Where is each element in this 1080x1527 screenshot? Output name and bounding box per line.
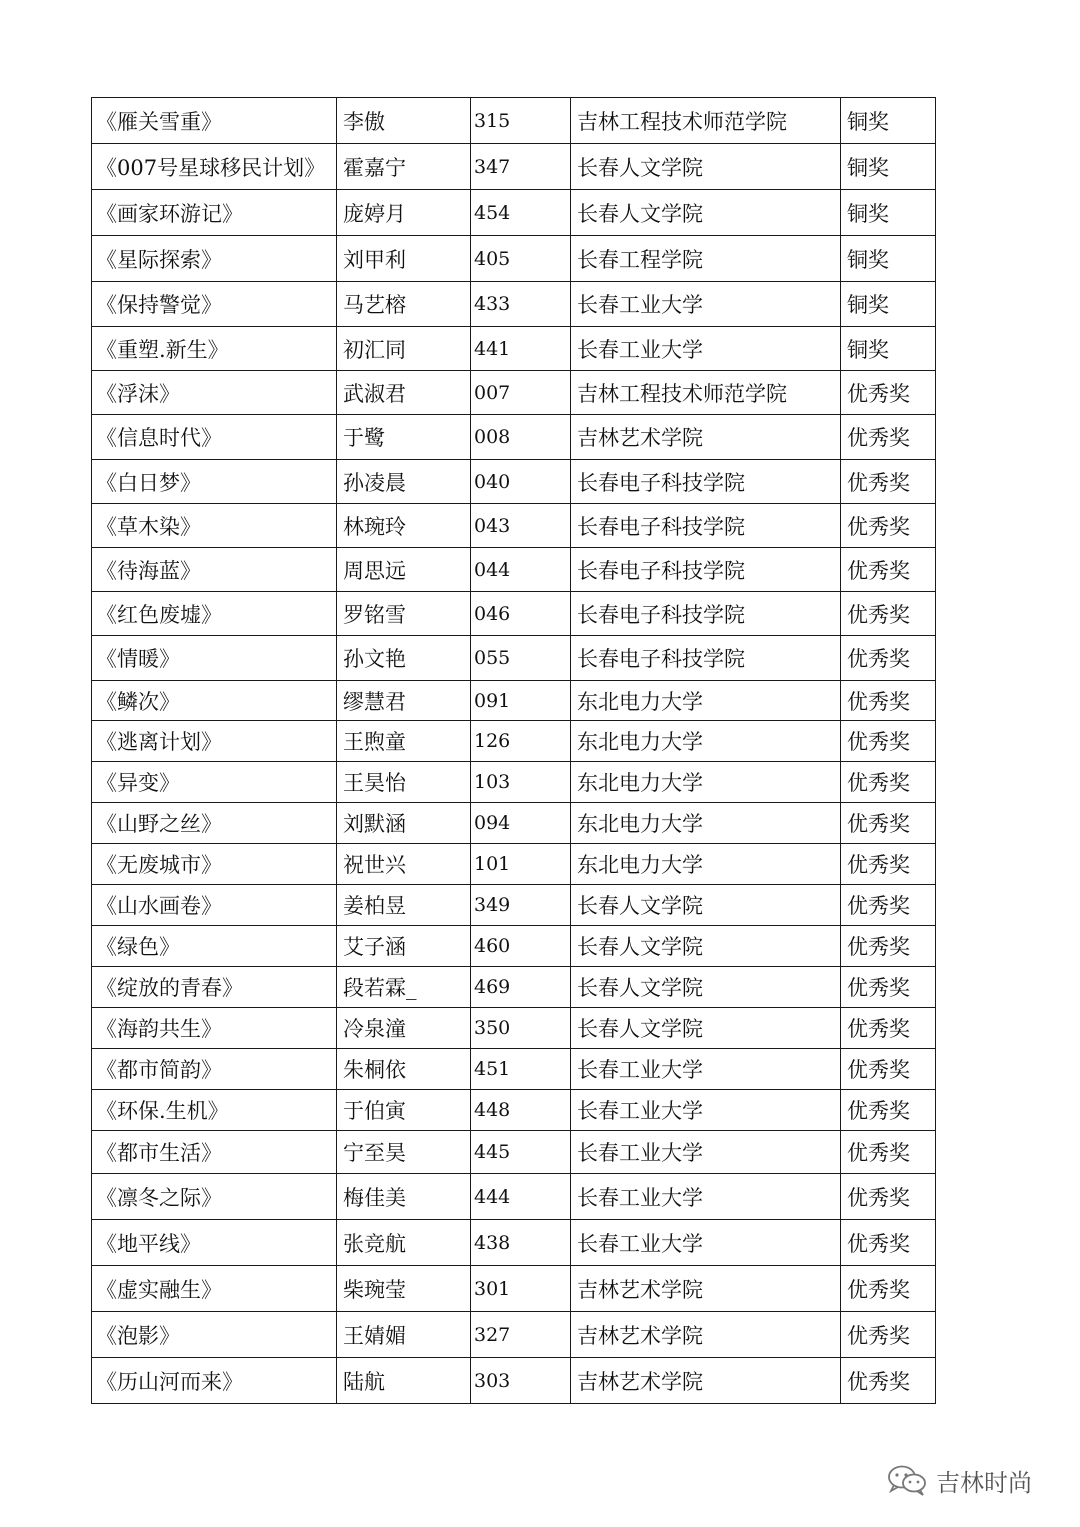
id-cell: 448 [471,1090,571,1131]
award-cell: 铜奖 [841,144,936,190]
title-cell: 《海韵共生》 [92,1008,337,1049]
title-cell: 《雁关雪重》 [92,98,337,144]
id-cell: 454 [471,190,571,236]
award-cell: 优秀奖 [841,636,936,681]
table-row [92,844,936,885]
name-cell: 周思远 [337,548,471,592]
school-cell: 东北电力大学 [571,762,841,803]
school-cell: 长春工业大学 [571,1131,841,1174]
award-cell: 优秀奖 [841,1266,936,1312]
award-cell: 优秀奖 [841,371,936,415]
title-cell: 《鳞次》 [92,681,337,721]
award-cell: 优秀奖 [841,592,936,636]
award-cell: 优秀奖 [841,762,936,803]
school-cell: 吉林艺术学院 [571,1312,841,1358]
award-cell: 优秀奖 [841,803,936,844]
table-row [92,1312,936,1358]
title-cell: 《历山河而来》 [92,1358,337,1404]
title-cell: 《保持警觉》 [92,282,337,327]
id-cell: 301 [471,1266,571,1312]
table-row [92,144,936,190]
title-cell: 《都市简韵》 [92,1049,337,1090]
school-cell: 长春电子科技学院 [571,548,841,592]
title-cell: 《绿色》 [92,926,337,967]
title-cell: 《待海蓝》 [92,548,337,592]
award-cell: 优秀奖 [841,548,936,592]
school-cell: 吉林工程技术师范学院 [571,98,841,144]
school-cell: 长春工业大学 [571,282,841,327]
table-row [92,282,936,327]
name-cell: 庞婷月 [337,190,471,236]
id-cell: 094 [471,803,571,844]
school-cell: 长春工业大学 [571,1174,841,1220]
award-cell: 优秀奖 [841,1008,936,1049]
award-cell: 优秀奖 [841,967,936,1008]
school-cell: 吉林艺术学院 [571,415,841,460]
id-cell: 303 [471,1358,571,1404]
award-cell: 铜奖 [841,190,936,236]
title-cell: 《山水画卷》 [92,885,337,926]
award-table-body [92,98,936,1404]
id-cell: 044 [471,548,571,592]
id-cell: 444 [471,1174,571,1220]
school-cell: 长春人文学院 [571,926,841,967]
table-row [92,236,936,282]
name-cell: 林琬玲 [337,504,471,548]
id-cell: 091 [471,681,571,721]
wechat-icon [886,1463,928,1497]
table-row [92,1008,936,1049]
award-cell: 优秀奖 [841,1049,936,1090]
name-cell: 于伯寅 [337,1090,471,1131]
school-cell: 东北电力大学 [571,681,841,721]
id-cell: 451 [471,1049,571,1090]
id-cell: 469 [471,967,571,1008]
name-cell: 王煦童 [337,721,471,762]
table-row [92,1174,936,1220]
id-cell: 405 [471,236,571,282]
name-cell: 陆航 [337,1358,471,1404]
award-cell: 优秀奖 [841,844,936,885]
name-cell: 梅佳美 [337,1174,471,1220]
school-cell: 长春工业大学 [571,1049,841,1090]
school-cell: 东北电力大学 [571,844,841,885]
school-cell: 吉林工程技术师范学院 [571,371,841,415]
watermark-text: 吉林时尚 [936,1468,1032,1497]
award-cell: 铜奖 [841,327,936,371]
table-row [92,1266,936,1312]
table-row [92,460,936,504]
school-cell: 东北电力大学 [571,803,841,844]
name-cell: 柴琬莹 [337,1266,471,1312]
table-row [92,1090,936,1131]
table-row [92,548,936,592]
award-cell: 优秀奖 [841,1220,936,1266]
table-row [92,885,936,926]
table-row [92,967,936,1008]
name-cell: 宁至昊 [337,1131,471,1174]
name-cell: 李傲 [337,98,471,144]
table-row [92,371,936,415]
title-cell: 《红色废墟》 [92,592,337,636]
id-cell: 441 [471,327,571,371]
id-cell: 055 [471,636,571,681]
table-row [92,803,936,844]
id-cell: 350 [471,1008,571,1049]
title-cell: 《情暖》 [92,636,337,681]
table-row [92,1220,936,1266]
table-row [92,1131,936,1174]
award-cell: 优秀奖 [841,415,936,460]
school-cell: 长春人文学院 [571,190,841,236]
title-cell: 《信息时代》 [92,415,337,460]
title-cell: 《泡影》 [92,1312,337,1358]
title-cell: 《无废城市》 [92,844,337,885]
title-cell: 《星际探索》 [92,236,337,282]
name-cell: 祝世兴 [337,844,471,885]
award-cell: 优秀奖 [841,1131,936,1174]
school-cell: 长春工业大学 [571,1220,841,1266]
award-table [91,97,936,1404]
school-cell: 长春人文学院 [571,1008,841,1049]
table-row [92,190,936,236]
name-cell: 于鹭 [337,415,471,460]
school-cell: 吉林艺术学院 [571,1266,841,1312]
name-cell: 霍嘉宁 [337,144,471,190]
name-cell: 艾子涵 [337,926,471,967]
award-cell: 铜奖 [841,98,936,144]
name-cell: 武淑君 [337,371,471,415]
name-cell: 孙凌晨 [337,460,471,504]
school-cell: 长春人文学院 [571,967,841,1008]
title-cell: 《草木染》 [92,504,337,548]
title-cell: 《异变》 [92,762,337,803]
school-cell: 吉林艺术学院 [571,1358,841,1404]
id-cell: 126 [471,721,571,762]
name-cell: 刘甲利 [337,236,471,282]
title-cell: 《虚实融生》 [92,1266,337,1312]
name-cell: 王婧媚 [337,1312,471,1358]
table-row [92,1049,936,1090]
name-cell: 马艺榕 [337,282,471,327]
title-cell: 《凛冬之际》 [92,1174,337,1220]
id-cell: 327 [471,1312,571,1358]
school-cell: 长春电子科技学院 [571,504,841,548]
table-row [92,504,936,548]
name-cell: 王昊怡 [337,762,471,803]
name-cell: 刘默涵 [337,803,471,844]
title-cell: 《山野之丝》 [92,803,337,844]
title-cell: 《白日梦》 [92,460,337,504]
school-cell: 长春工程学院 [571,236,841,282]
award-cell: 优秀奖 [841,1174,936,1220]
title-cell: 《绽放的青春》 [92,967,337,1008]
award-table-container [91,97,935,1404]
title-cell: 《浮沫》 [92,371,337,415]
watermark [886,1460,1032,1500]
school-cell: 长春电子科技学院 [571,636,841,681]
table-row [92,721,936,762]
award-cell: 优秀奖 [841,926,936,967]
id-cell: 438 [471,1220,571,1266]
school-cell: 长春人文学院 [571,144,841,190]
id-cell: 315 [471,98,571,144]
table-row [92,926,936,967]
table-row [92,98,936,144]
table-row [92,592,936,636]
award-cell: 优秀奖 [841,681,936,721]
school-cell: 长春工业大学 [571,327,841,371]
title-cell: 《重塑.新生》 [92,327,337,371]
id-cell: 433 [471,282,571,327]
name-cell: 朱桐依 [337,1049,471,1090]
id-cell: 043 [471,504,571,548]
name-cell: 姜柏昱 [337,885,471,926]
id-cell: 349 [471,885,571,926]
award-cell: 优秀奖 [841,1090,936,1131]
title-cell: 《画家环游记》 [92,190,337,236]
id-cell: 347 [471,144,571,190]
school-cell: 东北电力大学 [571,721,841,762]
id-cell: 101 [471,844,571,885]
award-cell: 优秀奖 [841,1358,936,1404]
title-cell: 《007号星球移民计划》 [92,144,337,190]
award-cell: 铜奖 [841,236,936,282]
table-row [92,762,936,803]
school-cell: 长春工业大学 [571,1090,841,1131]
name-cell: 初汇同 [337,327,471,371]
table-row [92,636,936,681]
name-cell: 孙文艳 [337,636,471,681]
name-cell: 罗铭雪 [337,592,471,636]
table-row [92,1358,936,1404]
id-cell: 040 [471,460,571,504]
table-row [92,415,936,460]
id-cell: 008 [471,415,571,460]
id-cell: 460 [471,926,571,967]
title-cell: 《环保.生机》 [92,1090,337,1131]
title-cell: 《逃离计划》 [92,721,337,762]
award-cell: 优秀奖 [841,460,936,504]
name-cell: 张竞航 [337,1220,471,1266]
table-row [92,681,936,721]
name-cell: 冷泉潼 [337,1008,471,1049]
id-cell: 103 [471,762,571,803]
title-cell: 《都市生活》 [92,1131,337,1174]
award-cell: 铜奖 [841,282,936,327]
title-cell: 《地平线》 [92,1220,337,1266]
id-cell: 007 [471,371,571,415]
id-cell: 445 [471,1131,571,1174]
id-cell: 046 [471,592,571,636]
award-cell: 优秀奖 [841,885,936,926]
school-cell: 长春人文学院 [571,885,841,926]
school-cell: 长春电子科技学院 [571,592,841,636]
award-cell: 优秀奖 [841,721,936,762]
school-cell: 长春电子科技学院 [571,460,841,504]
award-cell: 优秀奖 [841,1312,936,1358]
name-cell: 段若霖_ [337,967,471,1008]
award-cell: 优秀奖 [841,504,936,548]
name-cell: 缪慧君 [337,681,471,721]
table-row [92,327,936,371]
